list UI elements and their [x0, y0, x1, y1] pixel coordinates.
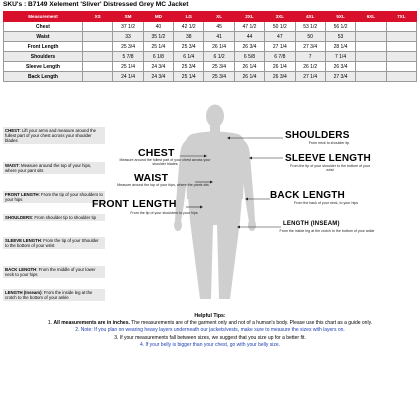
table-cell: 47 1/2	[234, 22, 264, 32]
table-cell: 25 1/4	[174, 72, 204, 82]
tip-4: 4. If your belly is bigger than your chest, go with your belly size.	[139, 341, 281, 348]
table-cell: 26 1/2	[295, 62, 325, 72]
diagram-inseam-label: LENGTH (INSEAM)	[283, 221, 340, 227]
table-cell: 50	[295, 32, 325, 42]
col-header: Measurement	[4, 12, 83, 22]
table-cell: 25 3/4	[174, 42, 204, 52]
diagram-sleeve-length-label: SLEEVE LENGTH	[285, 153, 371, 164]
table-cell: 41	[204, 32, 234, 42]
col-header: XS	[83, 12, 113, 22]
row-label: Chest	[4, 22, 83, 32]
table-cell: 27 3/4	[325, 72, 355, 82]
table-cell: 26 3/4	[265, 72, 295, 82]
table-cell: 26 3/4	[325, 62, 355, 72]
row-label: Shoulders	[4, 52, 83, 62]
guide-term: FRONT LENGTH	[5, 192, 39, 197]
tip-1-rest: The measurements are of the garment only and not of a human's body. Please use this chart as a guide only.	[129, 320, 373, 327]
table-cell: 28 1/4	[325, 42, 355, 52]
table-cell: 53 1/2	[295, 22, 325, 32]
col-header: 2XL	[234, 12, 264, 22]
guide-text: : From the inside leg at the crotch to the bottom of your ankle	[5, 290, 93, 301]
table-cell: 25 3/4	[113, 42, 143, 52]
guide-term: SLEEVE LENGTH	[5, 238, 41, 243]
table-body	[4, 22, 417, 82]
table-cell: 26 1/4	[204, 42, 234, 52]
chart-title: SKU's : B7149 Xelement 'Sliver' Distressed Grey MC Jacket	[3, 1, 189, 8]
table-cell: 45	[204, 22, 234, 32]
table-cell	[386, 62, 416, 72]
table-cell: 24 3/4	[143, 72, 173, 82]
diagram-front-length-label: FRONT LENGTH	[92, 198, 177, 210]
tip-2: 2. Note: If you plan on wearing heavy layers underneath our jackets/vests, make sure to measure the sizes with layers on.	[75, 327, 345, 334]
diagram-front-length-desc: From the tip of your shoulders to your hips	[130, 211, 198, 215]
table-cell: 27 1/4	[295, 72, 325, 82]
table-cell	[386, 42, 416, 52]
guide-term: LENGTH (Inseam)	[5, 290, 42, 295]
table-cell: 25 3/4	[174, 62, 204, 72]
table-cell	[356, 62, 386, 72]
table-cell: 37 1/2	[113, 22, 143, 32]
table-cell: 47	[265, 32, 295, 42]
table-cell: 26 1/4	[265, 62, 295, 72]
table-row	[4, 72, 417, 82]
col-header: 4XL	[295, 12, 325, 22]
table-cell: 26 3/4	[234, 42, 264, 52]
guide-term: SHOULDERS	[5, 215, 32, 220]
table-cell	[356, 72, 386, 82]
table-cell	[83, 62, 113, 72]
guide-text: : Lift your arms and measure around the fullest part of your chest across your shoulder blades	[5, 128, 97, 144]
table-cell	[83, 42, 113, 52]
table-cell: 5 7/8	[113, 52, 143, 62]
col-header: MD	[143, 12, 173, 22]
guide-term: WAIST	[5, 163, 19, 168]
guide-text: : From the middle of your lower neck to your hips	[5, 267, 96, 278]
guide-text: : Measure around the top of your hips, where your pant sits	[5, 163, 92, 174]
size-table	[3, 11, 417, 82]
table-cell: 33	[113, 32, 143, 42]
table-cell	[83, 32, 113, 42]
table-row	[4, 42, 417, 52]
tip-1	[0, 320, 420, 327]
table-cell	[356, 52, 386, 62]
table-cell: 25 1/4	[143, 42, 173, 52]
diagram-shoulders-label: SHOULDERS	[285, 130, 350, 141]
guide-text: : From the tip of your Shoulder to the bottom of your wrist	[5, 238, 99, 249]
col-header: 5XL	[325, 12, 355, 22]
tip-1-lead: 1.	[47, 320, 54, 327]
table-row	[4, 32, 417, 42]
table-cell: 56 1/2	[325, 22, 355, 32]
diagram-waist-desc: Measure around the top of your hips, where the pants sits	[117, 183, 209, 187]
col-header: 6XL	[356, 12, 386, 22]
table-cell: 44	[234, 32, 264, 42]
table-cell	[386, 32, 416, 42]
table-cell: 38	[174, 32, 204, 42]
table-cell: 6 5/8	[234, 52, 264, 62]
table-header-row	[4, 12, 417, 22]
diagram-back-length-label: BACK LENGTH	[270, 190, 345, 201]
table-cell: 50 1/2	[265, 22, 295, 32]
diagram-sleeve-length-desc: From the tip of your shoulder to the bottom of your wrist	[290, 164, 370, 173]
table-cell: 40	[143, 22, 173, 32]
diagram-chest-desc: Measure around the fullest part of your chest across your shoulder blades	[119, 158, 211, 167]
table-row	[4, 52, 417, 62]
row-label: Sleeve Length	[4, 62, 83, 72]
row-label: Front Length	[4, 42, 83, 52]
guide-term: BACK LENGTH	[5, 267, 37, 272]
row-label: Back Length	[4, 72, 83, 82]
table-cell: 25 3/4	[204, 72, 234, 82]
col-header: XL	[204, 12, 234, 22]
tip-3: 3. If your measurements fall between sizes, we suggest that you size up for a better fit.	[114, 334, 306, 341]
table-cell: 6 1/4	[174, 52, 204, 62]
diagram-inseam-desc: From the inside leg at the crotch to the bottom of your ankle	[279, 229, 375, 233]
table-row	[4, 22, 417, 32]
table-cell	[356, 42, 386, 52]
table-cell: 25 3/4	[204, 62, 234, 72]
diagram-back-length-desc: From the back of your neck, to your hips	[293, 201, 359, 205]
table-row	[4, 62, 417, 72]
table-cell	[386, 52, 416, 62]
table-cell: 6 1/8	[143, 52, 173, 62]
col-header: LG	[174, 12, 204, 22]
table-cell	[356, 22, 386, 32]
table-cell: 6 1/2	[204, 52, 234, 62]
table-cell: 26 1/4	[234, 72, 264, 82]
col-header: 7XL	[386, 12, 416, 22]
table-cell: 35 1/2	[143, 32, 173, 42]
tips-title: Helpful Tips:	[194, 313, 226, 319]
table-cell	[386, 72, 416, 82]
table-cell	[386, 22, 416, 32]
table-cell	[356, 32, 386, 42]
guide-text: : From shoulder tip to shoulder tip	[31, 215, 96, 220]
guide-term: CHEST	[5, 128, 20, 133]
table-cell: 25 1/4	[113, 62, 143, 72]
guide-text: : From the tip of your shoulders to your hips	[5, 192, 103, 203]
table-cell	[83, 52, 113, 62]
diagram-shoulders-desc: From neck to shoulder tip	[308, 141, 350, 145]
table-cell: 27 3/4	[295, 42, 325, 52]
diagram-waist-label: WAIST	[134, 172, 169, 184]
tip-1-bold: All measurements are in inches.	[53, 320, 130, 327]
table-cell: 24 1/4	[113, 72, 143, 82]
diagram-chest-label: CHEST	[138, 147, 175, 159]
helpful-tips	[0, 313, 420, 349]
col-header: SM	[113, 12, 143, 22]
table-cell: 26 1/4	[234, 62, 264, 72]
table-cell: 53	[325, 32, 355, 42]
table-cell: 6 7/8	[265, 52, 295, 62]
table-cell: 24 3/4	[143, 62, 173, 72]
col-header: 3XL	[265, 12, 295, 22]
table-cell: 27 1/4	[265, 42, 295, 52]
table-cell: 7 1/4	[325, 52, 355, 62]
table-cell: 42 1/2	[174, 22, 204, 32]
row-label: Waist	[4, 32, 83, 42]
table-cell: 7	[295, 52, 325, 62]
table-cell	[83, 22, 113, 32]
table-cell	[83, 72, 113, 82]
